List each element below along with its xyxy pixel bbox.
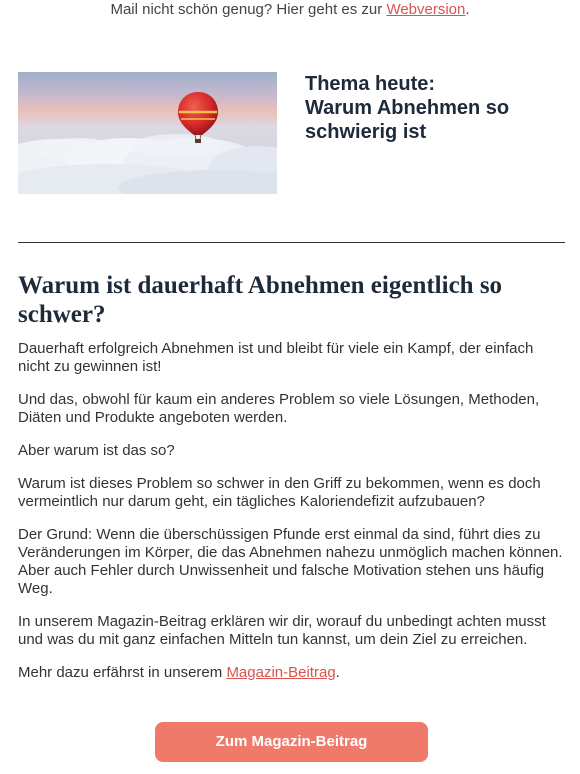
section-divider: [18, 242, 565, 243]
hero-image: [18, 72, 277, 194]
article-title: Warum ist dauerhaft Abnehmen eigentlich so schwer?: [18, 272, 503, 328]
article-paragraph: Dauerhaft erfolgreich Abnehmen ist und bleibt für viele ein Kampf, der einfach nicht zu gewinnen ist!: [18, 340, 534, 375]
more-info-text: Mehr dazu erfährst in unserem: [18, 664, 227, 681]
article-more-info: [18, 664, 563, 682]
webversion-notice: [0, 0, 580, 20]
article-paragraph: In unserem Magazin-Beitrag erklären wir dir, worauf du unbedingt achten musst und was du mit ganz einfachen Mitteln tun kannst, um dein Ziel zu erreichen.: [18, 613, 546, 648]
article-paragraph: Warum ist dieses Problem so schwer in den Griff zu bekommen, wenn es doch vermeintlich nur darum geht, ein tägliches Kaloriendefizit aufzubauen?: [18, 475, 541, 510]
article-paragraph-reason: Der Grund: Wenn die überschüssigen Pfunde erst einmal da sind, führt dies zu Veränderungen im Körper, die das Abnehmen nahezu unmöglich machen können.: [18, 526, 563, 561]
thema-heading: [305, 72, 565, 144]
article-paragraph: [18, 526, 563, 598]
article-paragraph-mistakes: Aber auch Fehler durch Unwissenheit und falsche Motivation stehen uns häufig Weg.: [18, 562, 545, 597]
article-paragraph: Und das, obwohl für kaum ein anderes Problem so viele Lösungen, Methoden, Diäten und Produkte angeboten werden.: [18, 391, 540, 426]
webversion-text: Mail nicht schön genug? Hier geht es zur: [110, 1, 387, 18]
webversion-period: .: [465, 1, 470, 18]
webversion-link[interactable]: Webversion: [386, 1, 466, 18]
hot-air-balloon-image: [18, 72, 277, 194]
magazin-beitrag-link[interactable]: Magazin-Beitrag: [226, 664, 336, 681]
zum-magazin-beitrag-button[interactable]: Zum Magazin-Beitrag: [155, 722, 428, 762]
more-info-period: .: [335, 664, 340, 681]
article-body: [18, 340, 563, 697]
article-paragraph: Aber warum ist das so?: [18, 442, 175, 459]
thema-label: Thema heute:: [305, 73, 436, 95]
thema-topic: Warum Abnehmen so schwierig ist: [305, 97, 510, 143]
